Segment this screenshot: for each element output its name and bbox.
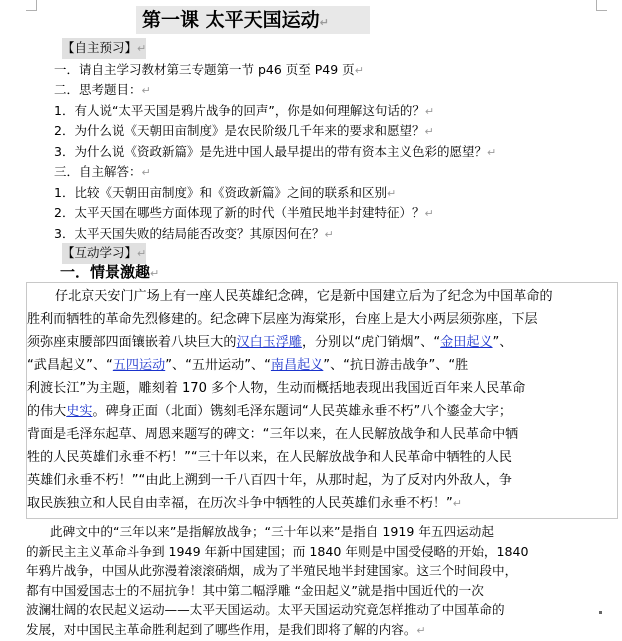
para1-line (27, 446, 617, 469)
answer-heading-text: 三．自主解答： (54, 164, 142, 179)
link-jintian-uprising[interactable]: 金田起义 (440, 335, 493, 350)
paragraph-mark-icon: ↵ (150, 267, 160, 280)
paragraph-mark-icon: ↵ (386, 187, 397, 200)
para1-line (27, 400, 617, 423)
para1-text: “武昌起义”、“ (27, 358, 113, 373)
document-title (136, 6, 370, 34)
para1-text: 仔北京天安门广场上有一座人民英雄纪念碑，它是新中国建立后为了纪念为中国革命的 (55, 289, 553, 304)
paragraph-mark-icon: ↵ (424, 207, 434, 220)
para2-text: 的新民主主义革命斗争到 1949 年新中国建国；而 1840 年则是中国受侵略的开始，1840 (26, 544, 529, 559)
para1-line (27, 492, 617, 515)
para2-text: 都有中国爱国志士的不屈抗争！其中第二幅浮雕 “金田起义”就是指中国近代的一次 (26, 583, 484, 598)
scenario-heading-text: 一．情景激趣 (60, 263, 151, 281)
think-question-1 (54, 101, 434, 122)
para1-text: ”、“五卅运动”、“ (165, 358, 271, 373)
para1-text: ，分别以“虎门销烟”、“ (301, 335, 441, 350)
para1-text: 的伟大 (27, 404, 67, 419)
paragraph-mark-icon: ↵ (486, 146, 497, 159)
answer-heading (54, 162, 151, 183)
link-may-fourth[interactable]: 五四运动 (112, 358, 166, 373)
answer-item-3 (54, 224, 334, 245)
para1-line (27, 308, 617, 331)
link-historical-facts[interactable]: 史实 (66, 404, 93, 419)
prep-text: 二．思考题目： (54, 82, 142, 97)
link-nanchang-uprising[interactable]: 南昌起义 (270, 358, 324, 373)
para2-text: 发展，对中国民主革命胜利起到了哪些作用，是我们即将了解的内容。 (26, 622, 417, 637)
think-question-2 (54, 121, 434, 142)
question-text: 1．有人说“太平天国是鸦片战争的回声”，你是如何理解这句话的？ (54, 103, 425, 118)
question-text: 3．为什么说《资政新篇》是先进中国人最早提出的带有资本主义色彩的愿望？ (54, 144, 487, 159)
paragraph-mark-icon: ↵ (424, 125, 434, 138)
page-corner-mark (596, 0, 607, 11)
paragraph-mark-icon: ↵ (324, 228, 334, 241)
answer-text: 2．太平天国在哪些方面体现了新的时代（半殖民地半封建特征）？ (54, 205, 425, 220)
scenario-heading (60, 262, 159, 284)
section-label: 【互动学习】 (62, 245, 138, 260)
para1-text: 牲的人民英雄们永垂不朽！”“三十年以来，在人民解放战争和人民革命中牺牲的人民 (27, 450, 512, 465)
monument-text-box (26, 282, 618, 519)
para1-line (27, 377, 617, 400)
paragraph-mark-icon: ↵ (137, 247, 147, 260)
paragraph-mark-icon: ↵ (141, 166, 151, 179)
link-white-marble-relief[interactable]: 汉白玉浮雕 (236, 335, 302, 350)
para2-text: 年鸦片战争，中国从此弥漫着滚滚硝烟，成为了半殖民地半封建国家。这三个时间段中， (26, 563, 518, 578)
paragraph-mark-icon: ↵ (141, 84, 151, 97)
section-interactive (62, 243, 146, 264)
section-self-study (62, 38, 146, 59)
para1-text: 背面是毛泽东起草、周恩来题写的碑文：“三年以来，在人民解放战争和人民革命中牺 (27, 427, 519, 442)
paragraph-mark-icon: ↵ (137, 42, 147, 55)
question-text: 2．为什么说《天朝田亩制度》是农民阶级几千年来的要求和愿望？ (54, 123, 425, 138)
para2-text: 此碑文中的“三年以来”是指解放战争；“三十年以来”是指自 1919 年五四运动起 (50, 524, 494, 539)
page-corner-mark (26, 0, 37, 11)
para1-line (27, 469, 617, 492)
para1-text: 。碑身正面（北面）镌刻毛泽东题词“人民英雄永垂不朽”八个鎏金大字； (92, 404, 512, 419)
para1-text: 胜利而牺牲的革命先烈修建的。纪念碑下层座为海棠形，台座上是大小两层须弥座，下层 (27, 312, 538, 327)
para1-text: 须弥座束腰部四面镶嵌着八块巨大的 (27, 335, 237, 350)
paragraph-mark-icon: ↵ (452, 497, 463, 510)
prep-item-1 (54, 60, 364, 81)
answer-item-2 (54, 203, 434, 224)
prep-text: 一．请自主学习教材第三专题第一节 p46 页至 P49 页 (54, 62, 355, 77)
para1-line (27, 285, 617, 308)
para2-line (26, 581, 594, 601)
para1-text: ”、“抗日游击战争”、“胜 (323, 358, 469, 373)
text-anchor-dot (599, 611, 602, 614)
think-question-3 (54, 142, 496, 163)
answer-text: 3．太平天国失败的结局能否改变？其原因何在？ (54, 226, 325, 241)
para1-line (27, 354, 617, 377)
para2-line (26, 620, 594, 641)
paragraph-mark-icon: ↵ (416, 624, 426, 637)
section-label: 【自主预习】 (62, 40, 138, 55)
para2-line (26, 542, 594, 562)
para2-text: 波澜壮阔的农民起义运动——太平天国运动。太平天国运动究竟怎样推动了中国革命的 (26, 602, 505, 617)
paragraph-mark-icon: ↵ (424, 105, 435, 118)
paragraph-mark-icon: ↵ (354, 64, 364, 77)
para2-line (50, 522, 618, 542)
answer-text: 1．比较《天朝田亩制度》和《资政新篇》之间的联系和区别 (54, 185, 387, 200)
para1-line (27, 331, 617, 354)
para1-line (27, 423, 617, 446)
para1-text: ”、 (492, 335, 513, 350)
paragraph-mark-icon: ↵ (319, 16, 329, 29)
para1-text: 英雄们永垂不朽！”“由此上溯到一千八百四十年，从那时起，为了反对内外敌人，争 (27, 473, 512, 488)
para2-line (26, 561, 594, 581)
answer-item-1 (54, 183, 396, 204)
para1-text: 利渡长江”为主题，雕刻着 170 多个人物，生动而概括地表现出我国近百年来人民革命 (27, 381, 526, 396)
title-text: 第一课 太平天国运动 (142, 9, 320, 31)
para2-line (26, 600, 594, 620)
para1-text: 取民族独立和人民自由幸福，在历次斗争中牺牲的人民英雄们永垂不朽！” (27, 496, 453, 511)
prep-item-2 (54, 80, 151, 101)
